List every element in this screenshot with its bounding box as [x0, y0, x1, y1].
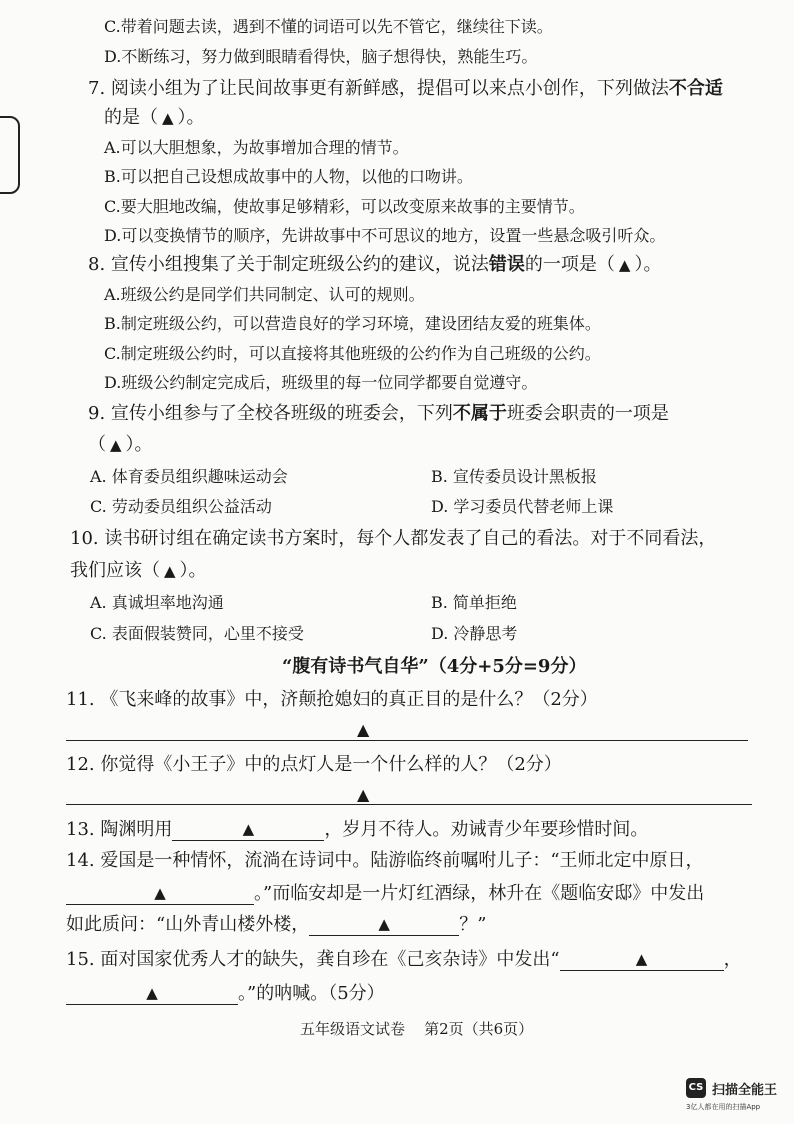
question-8-option-a: A.班级公约是同学们共同制定、认可的规则。: [104, 285, 425, 304]
answer-line-q11[interactable]: [66, 740, 748, 741]
question-7-keyword: 不合适: [668, 78, 723, 99]
camscanner-name: 扫描全能王: [712, 1083, 778, 1098]
page-footer: 五年级语文试卷 第2页（共6页）: [300, 1020, 534, 1038]
question-10-stem: 10. 读书研讨组在确定读书方案时，每个人都发表了自己的看法。对于不同看法，: [70, 528, 717, 549]
question-15-line-2: ▲ 。”的呐喊。（5分）: [66, 982, 385, 1005]
binding-margin-mark: [0, 116, 20, 194]
question-11-stem: 11. 《飞来峰的故事》中，济颠抢媳妇的真正目的是什么？（2分）: [66, 689, 598, 710]
question-13-line: 13. 陶渊明用 ▲ ，岁月不待人。劝诫青少年要珍惜时间。: [66, 819, 649, 840]
question-7-option-a: A.可以大胆想象，为故事增加合理的情节。: [104, 138, 409, 157]
question-9-keyword: 不属于: [452, 403, 507, 424]
fill-blank-q14-a[interactable]: ▲: [66, 882, 254, 905]
question-9-option-b: B. 宣传委员设计黑板报: [431, 467, 597, 486]
question-10-option-d: D. 冷静思考: [431, 624, 518, 643]
fill-blank-q15-b[interactable]: ▲: [66, 982, 238, 1005]
fill-blank-q13[interactable]: ▲: [172, 818, 324, 841]
question-7-stem: 7. 阅读小组为了让民间故事更有新鲜感，提倡可以来点小创作，下列做法不合适: [88, 78, 723, 99]
question-10-option-b: B. 简单拒绝: [431, 593, 517, 612]
question-9-option-c: C. 劳动委员组织公益活动: [90, 497, 272, 516]
question-9-stem: 9. 宣传小组参与了全校各班级的班委会，下列不属于班委会职责的一项是: [88, 403, 669, 424]
question-10-option-c: C. 表面假装赞同，心里不接受: [90, 624, 304, 643]
answer-blank-triangle[interactable]: ▲: [110, 436, 122, 454]
question-14-line-2: ▲ 。”而临安却是一片灯红酒绿，林升在《题临安邸》中发出: [66, 882, 704, 905]
answer-blank-triangle[interactable]: ▲: [164, 562, 176, 580]
question-10-option-a: A. 真诚坦率地沟通: [90, 593, 224, 612]
question-9-option-d: D. 学习委员代替老师上课: [431, 497, 614, 516]
question-9-stem-end: （ ▲ ）。: [88, 434, 153, 455]
question-7-option-d: D.可以变换情节的顺序，先讲故事中不可思议的地方，设置一些悬念吸引听众。: [104, 226, 666, 245]
section-title: “腹有诗书气自华”（4分+5分=9分）: [282, 656, 587, 677]
question-8-keyword: 错误: [488, 254, 525, 275]
question-7-option-c: C.要大胆地改编，使故事足够精彩，可以改变原来故事的主要情节。: [104, 197, 585, 216]
fill-blank-q15-a[interactable]: ▲: [560, 948, 724, 971]
question-7-option-b: B.可以把自己设想成故事中的人物，以他的口吻讲。: [104, 167, 473, 186]
question-7-stem-end: 的是（ ▲ ）。: [104, 107, 205, 128]
question-15-stem: 15. 面对国家优秀人才的缺失，龚自珍在《己亥杂诗》中发出“ ▲ ，: [66, 949, 742, 970]
answer-line-q12[interactable]: [66, 804, 752, 805]
prev-option-c: C.带着问题去读，遇到不懂的词语可以先不管它，继续往下读。: [104, 17, 553, 36]
question-8-stem: 8. 宣传小组搜集了关于制定班级公约的建议，说法错误的一项是（ ▲ ）。: [88, 254, 662, 275]
question-8-option-c: C.制定班级公约时，可以直接将其他班级的公约作为自己班级的公约。: [104, 344, 601, 363]
camscanner-tagline: 3亿人都在用的扫描App: [686, 1103, 761, 1111]
fill-blank-q14-b[interactable]: ▲: [309, 913, 459, 936]
question-9-option-a: A. 体育委员组织趣味运动会: [90, 467, 288, 486]
question-10-stem-end: 我们应该（ ▲ ）。: [70, 560, 207, 581]
section-score: （4分+5分=9分）: [428, 656, 587, 677]
question-14-stem: 14. 爱国是一种情怀，流淌在诗词中。陆游临终前嘱咐儿子：“王师北定中原日，: [66, 850, 704, 871]
answer-blank-triangle[interactable]: ▲: [357, 720, 370, 739]
answer-blank-triangle[interactable]: ▲: [618, 256, 631, 274]
question-8-option-d: D.班级公约制定完成后，班级里的每一位同学都要自觉遵守。: [104, 373, 538, 392]
prev-option-d: D.不断练习，努力做到眼睛看得快，脑子想得快，熟能生巧。: [104, 47, 538, 66]
camscanner-logo-icon: CS: [686, 1078, 706, 1098]
answer-blank-triangle[interactable]: ▲: [162, 109, 174, 127]
answer-blank-triangle[interactable]: ▲: [357, 785, 370, 804]
question-8-option-b: B.制定班级公约，可以营造良好的学习环境，建设团结友爱的班集体。: [104, 314, 601, 333]
question-12-stem: 12. 你觉得《小王子》中的点灯人是一个什么样的人？（2分）: [66, 754, 562, 775]
question-14-line-3: 如此质问：“山外青山楼外楼， ▲ ？”: [66, 914, 487, 935]
